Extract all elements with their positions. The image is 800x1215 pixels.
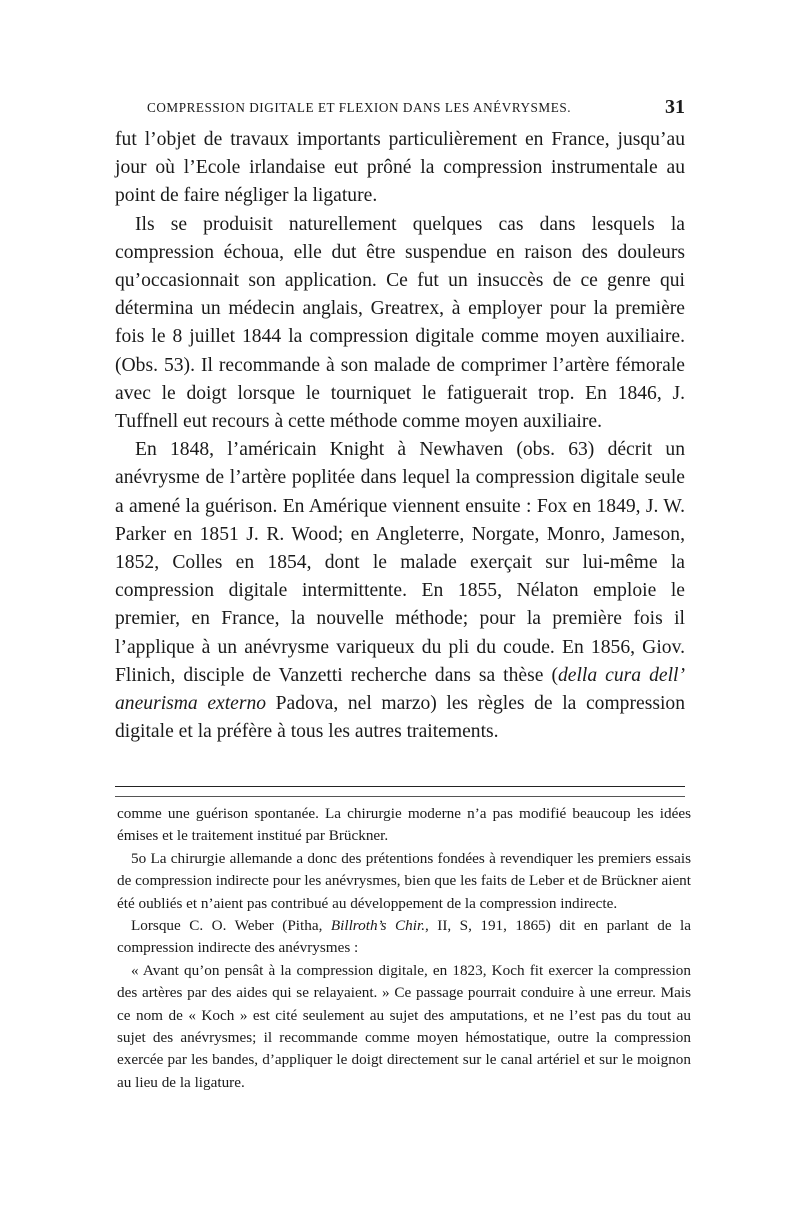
footnote-weber-citation: Billroth’s Chir. bbox=[330, 917, 425, 935]
footnote-koch-quote: « Avant qu’on pensât à la compression digitale, en 1823, Koch fit exercer la compression des artères par des aides qui se relayaient. » Ce passage pourrait conduire à une erreur. Mais ce nom de « Koch » est cité seulement au sujet des amputations, et ne l’est pas du tout au sujet des anévrysmes; il recommande comme moyen hémostatique, outre la compression exercée par les bandes, d’appliquer le doigt directement sur le canal artériel et sur le moignon au lieu de la ligature. bbox=[117, 961, 691, 1091]
page-number: 31 bbox=[665, 96, 685, 118]
footnote-weber bbox=[117, 915, 691, 960]
paragraph-2: Ils se produisit naturellement quelques cas dans lesquels la compression échoua, elle dut être suspendue en raison des douleurs qu’occasionnait son application. Ce fut un insuccès de ce genre qui détermina un médecin anglais, Greatrex, à employer pour la première fois le 8 juillet 1844 la compression digitale comme moyen auxiliaire. (Obs. 53). Il recommande à son malade de comprimer l’artère fémorale avec le doigt lorsque le tourniquet le fatiguerait trop. En 1846, J. Tuffnell eut recours à cette méthode comme moyen auxiliaire. bbox=[115, 213, 685, 433]
footnote-separator bbox=[115, 796, 685, 797]
footnote-point-5: 5o La chirurgie allemande a donc des prétentions fondées à revendiquer les premiers essais de compression indirecte pour les anévrysmes, bien que les faits de Leber et de Brückner aient été oubliés et n’aient pas contribué au développement de la compression indirecte. bbox=[117, 849, 691, 912]
main-text bbox=[115, 126, 685, 746]
text-end-rule bbox=[115, 786, 685, 787]
paragraph-3-italic-title: della cura dell’ aneurisma externo bbox=[115, 664, 685, 715]
running-header bbox=[115, 96, 685, 120]
footnote-weber-text-b: , II, S, 191, 1865) dit en parlant de la compression indirecte des anévrysmes : bbox=[117, 917, 692, 957]
paragraph-1: fut l’objet de travaux importants particulièrement en France, jusqu’au jour où l’Ecole irlandaise eut prôné la compression instrumentale au point de faire négliger la ligature. bbox=[115, 129, 685, 207]
footnote-continuation: comme une guérison spontanée. La chirurgie moderne n’a pas modifié beaucoup les idées émises et le traitement institué par Brückner. bbox=[117, 805, 691, 845]
footnote-weber-text-a: Lorsque C. O. Weber (Pitha, bbox=[131, 917, 331, 935]
paragraph-3-text-a: En 1848, l’américain Knight à Newhaven (obs. 63) décrit un anévrysme de l’artère poplitée dans lequel la compression digitale seule a amené la guérison. En Amérique viennent ensuite : Fox en 1849, J. W. Parker en 1851 J. R. Wood; en Angleterre, Norgate, Monro, Jameson, 1852, Colles en 1854, dont le malade exerçait sur lui-même la compression digitale intermittente. En 1855, Nélaton emploie le premier, en France, la nouvelle méthode; pour la première fois il l’applique à un anévrysme variqueux du pli du coude. En 1856, Giov. Flinich, disciple de Vanzetti recherche dans sa thèse ( bbox=[115, 439, 685, 686]
paragraph-3-text-b: Padova, nel marzo) les règles de la compression digitale et la préfère à tous les autres traitements. bbox=[115, 693, 685, 743]
footnotes bbox=[117, 803, 691, 1094]
paragraph-3 bbox=[115, 436, 685, 746]
running-title: COMPRESSION DIGITALE ET FLEXION DANS LES ANÉVRYSMES. bbox=[147, 100, 572, 115]
